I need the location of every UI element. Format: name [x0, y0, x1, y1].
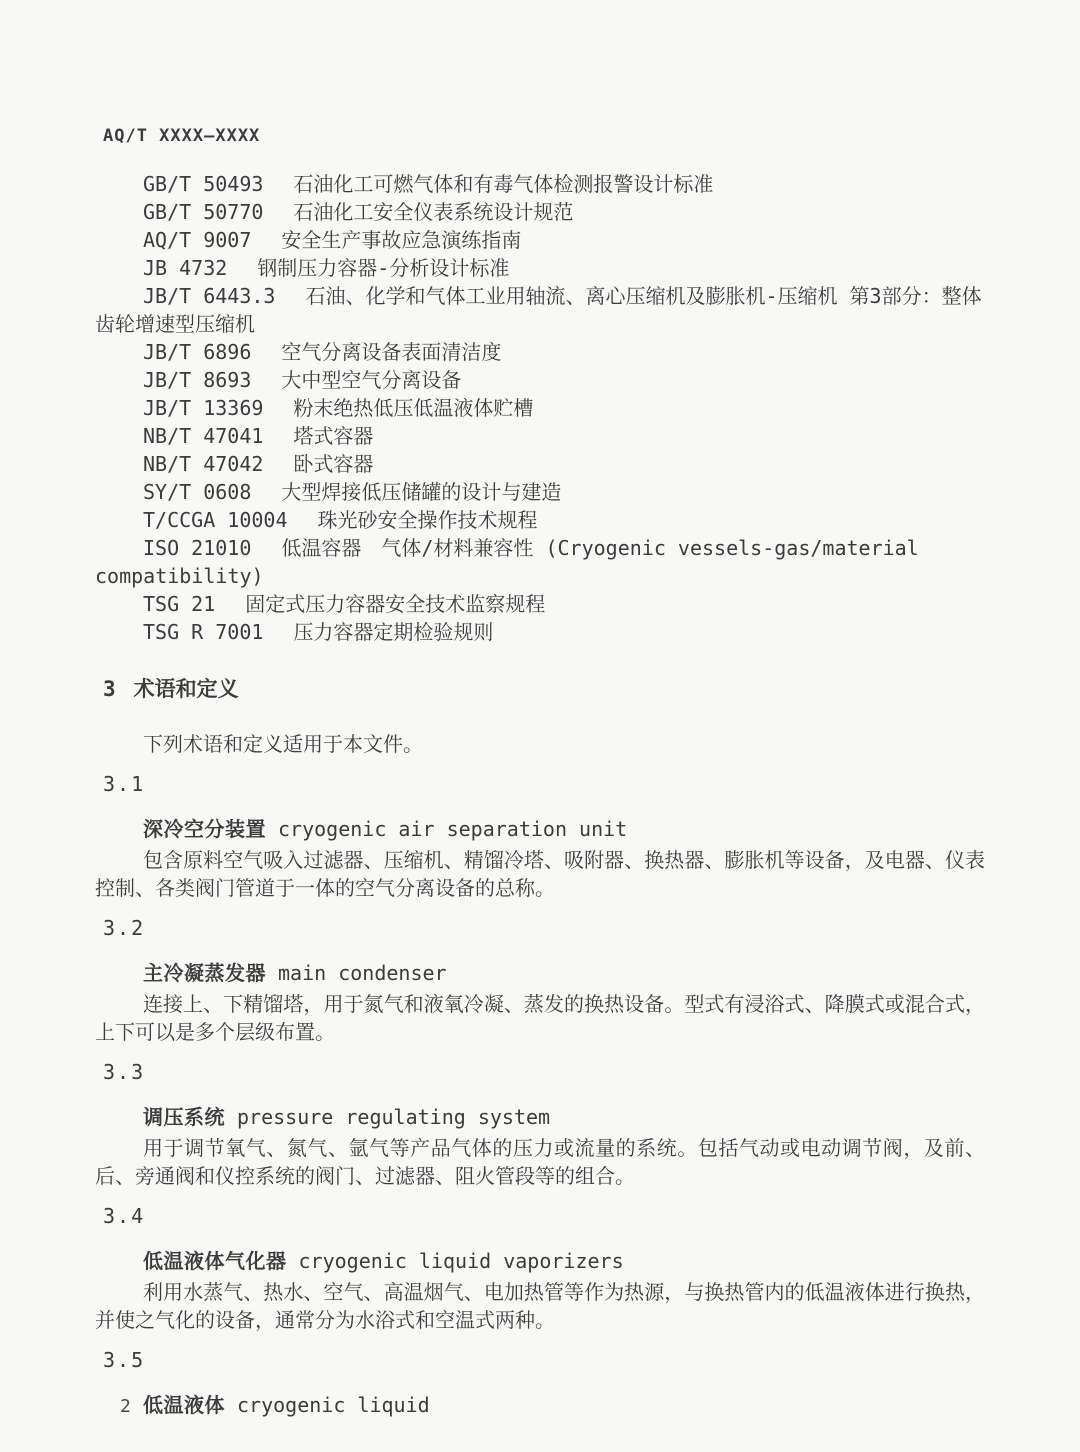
- term-block: [95, 1202, 985, 1334]
- reference-title: 石油化工安全仪表系统设计规范: [293, 200, 574, 224]
- reference-code: SY/T 0608: [143, 480, 252, 504]
- reference-item: [95, 450, 985, 478]
- term-name: [143, 1103, 985, 1131]
- term-block: [95, 1346, 985, 1419]
- term-definition: 利用水蒸气、热水、空气、高温烟气、电加热管等作为热源，与换热管内的低温液体进行换热，并使之气化的设备，通常分为水浴式和空温式两种。: [95, 1280, 985, 1332]
- term-name-en: cryogenic liquid vaporizers: [298, 1249, 624, 1273]
- reference-title: 安全生产事故应急演练指南: [281, 228, 522, 252]
- reference-item: [95, 170, 985, 198]
- term-block: [95, 1058, 985, 1190]
- reference-code: NB/T 47041: [143, 424, 264, 448]
- term-block: [95, 770, 985, 902]
- term-name-zh: 深冷空分装置: [143, 817, 266, 841]
- term-definition: 用于调节氧气、氮气、氩气等产品气体的压力或流量的系统。包括气动或电动调节阀，及前、后、旁通阀和仪控系统的阀门、过滤器、阻火管段等的组合。: [95, 1136, 985, 1188]
- term-name-en: pressure regulating system: [237, 1105, 551, 1129]
- normative-references-list: [95, 170, 985, 646]
- document-header: AQ/T XXXX—XXXX: [103, 126, 261, 146]
- term-number: 3.2: [103, 916, 146, 940]
- term-name-zh: 低温液体: [143, 1393, 225, 1417]
- reference-code: JB/T 13369: [143, 396, 264, 420]
- reference-title: 空气分离设备表面清洁度: [281, 340, 502, 364]
- term-number: 3.1: [103, 772, 146, 796]
- reference-code: TSG 21: [143, 592, 216, 616]
- reference-code: TSG R 7001: [143, 620, 264, 644]
- section-heading: [103, 675, 985, 703]
- term-name-en: main condenser: [278, 961, 447, 985]
- reference-code: AQ/T 9007: [143, 228, 252, 252]
- reference-item: [95, 338, 985, 366]
- reference-title: 粉末绝热低压低温液体贮槽: [293, 396, 534, 420]
- reference-item: [95, 366, 985, 394]
- reference-title: 大中型空气分离设备: [281, 368, 462, 392]
- term-name: [143, 959, 985, 987]
- section-number: 3: [103, 677, 116, 701]
- reference-code: JB/T 6443.3: [143, 284, 276, 308]
- term-name: [143, 815, 985, 843]
- reference-code: NB/T 47042: [143, 452, 264, 476]
- reference-item: [95, 590, 985, 618]
- reference-item: [95, 478, 985, 506]
- term-name: [143, 1391, 985, 1419]
- reference-item: [95, 618, 985, 646]
- reference-code: ISO 21010: [143, 536, 252, 560]
- reference-title: 低温容器 气体/材料兼容性 (Cryogenic vessels-gas/material compatibility): [95, 536, 919, 588]
- section-intro: 下列术语和定义适用于本文件。: [143, 732, 423, 756]
- term-definition: 包含原料空气吸入过滤器、压缩机、精馏冷塔、吸附器、换热器、膨胀机等设备，及电器、仪表控制、各类阀门管道于一体的空气分离设备的总称。: [95, 848, 985, 900]
- reference-item: [95, 226, 985, 254]
- term-definition: 连接上、下精馏塔，用于氮气和液氧冷凝、蒸发的换热设备。型式有浸浴式、降膜式或混合式，上下可以是多个层级布置。: [95, 992, 985, 1044]
- term-number: 3.5: [103, 1348, 146, 1372]
- reference-code: GB/T 50770: [143, 200, 264, 224]
- reference-item: [95, 254, 985, 282]
- term-block: [95, 914, 985, 1046]
- term-name-zh: 调压系统: [143, 1105, 225, 1129]
- reference-item: [95, 282, 985, 338]
- term-name-en: cryogenic air separation unit: [278, 817, 628, 841]
- term-name-zh: 低温液体气化器: [143, 1249, 287, 1273]
- term-number: 3.4: [103, 1204, 146, 1228]
- reference-code: JB/T 6896: [143, 340, 252, 364]
- reference-title: 石油、化学和气体工业用轴流、离心压缩机及膨胀机-压缩机 第3部分：整体齿轮增速型压缩机: [95, 284, 982, 336]
- reference-title: 石油化工可燃气体和有毒气体检测报警设计标准: [293, 172, 714, 196]
- reference-title: 压力容器定期检验规则: [293, 620, 494, 644]
- reference-item: [95, 506, 985, 534]
- reference-code: JB 4732: [143, 256, 228, 280]
- term-name-en: cryogenic liquid: [237, 1393, 430, 1417]
- reference-title: 塔式容器: [293, 424, 374, 448]
- reference-code: T/CCGA 10004: [143, 508, 288, 532]
- reference-item: [95, 534, 985, 590]
- reference-item: [95, 422, 985, 450]
- term-name: [143, 1247, 985, 1275]
- reference-title: 大型焊接低压储罐的设计与建造: [281, 480, 562, 504]
- page-number: 2: [120, 1396, 131, 1417]
- section-title: 术语和定义: [133, 677, 239, 701]
- reference-item: [95, 198, 985, 226]
- reference-item: [95, 394, 985, 422]
- reference-title: 钢制压力容器-分析设计标准: [257, 256, 510, 280]
- term-name-zh: 主冷凝蒸发器: [143, 961, 266, 985]
- term-number: 3.3: [103, 1060, 146, 1084]
- reference-code: JB/T 8693: [143, 368, 252, 392]
- reference-title: 卧式容器: [293, 452, 374, 476]
- reference-title: 固定式压力容器安全技术监察规程: [245, 592, 546, 616]
- reference-title: 珠光砂安全操作技术规程: [317, 508, 538, 532]
- reference-code: GB/T 50493: [143, 172, 264, 196]
